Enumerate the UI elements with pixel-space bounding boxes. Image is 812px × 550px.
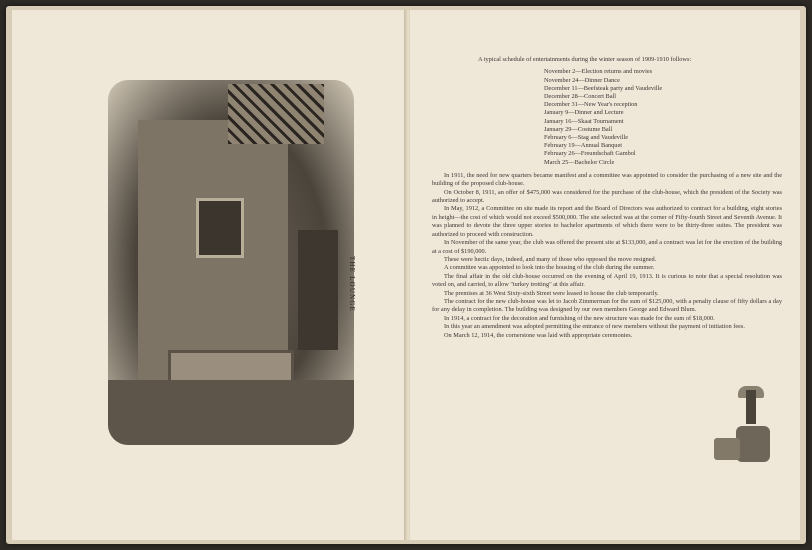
schedule-item: December 28—Concert Ball bbox=[544, 93, 617, 101]
schedule-item: January 9—Dinner and Lecture bbox=[544, 109, 624, 117]
page-text bbox=[432, 56, 782, 340]
schedule-item: January 29—Costume Ball bbox=[544, 125, 613, 133]
paragraph: The contract for the new club-house was let to Jacob Zimmerman for the sum of $125,000, with a penalty clause of fifty dollars a day for any delay in completion. The building was designed by our own members George and Edward Blum. bbox=[432, 297, 782, 314]
schedule-item: December 31—New Year's reception bbox=[544, 101, 638, 109]
schedule-item: November 2—Election returns and movies bbox=[544, 68, 653, 76]
paragraph: In 1914, a contract for the decoration and furnishing of the new structure was made for the sum of $18,000. bbox=[444, 314, 715, 322]
open-book bbox=[6, 6, 806, 544]
schedule-item: January 16—Skaat Tournament bbox=[544, 117, 624, 125]
paragraph: In November of the same year, the club was offered the present site at $133,000, and a contract was let for the erection of the building at a cost of $190,000. bbox=[432, 239, 782, 255]
schedule-item: February 19—Annual Banquet bbox=[544, 142, 622, 150]
right-page bbox=[410, 10, 800, 540]
schedule-item: February 6—Stag and Vaudeville bbox=[544, 134, 628, 142]
lounge-illustration bbox=[108, 80, 354, 445]
side-table bbox=[714, 438, 740, 460]
entertainment-schedule bbox=[544, 68, 782, 166]
illustration-mantel bbox=[298, 230, 338, 350]
schedule-item: November 24—Dinner Dance bbox=[544, 76, 620, 84]
schedule-item: February 26—Freundschaft Gambol bbox=[544, 150, 636, 158]
paragraph: A committee was appointed to look into the housing of the club during the summer. bbox=[444, 264, 655, 272]
illustration-lattice-window bbox=[228, 84, 324, 144]
armchair bbox=[736, 426, 770, 462]
schedule-intro: A typical schedule of entertainments during the winter season of 1909-1910 follows: bbox=[478, 56, 692, 63]
schedule-item: December 11—Beefsteak party and Vaudeville bbox=[544, 84, 663, 92]
schedule-item: March 25—Bachelor Circle bbox=[544, 158, 615, 166]
furniture-vignette bbox=[712, 386, 776, 466]
paragraph: The final affair in the old club-house occurred on the evening of April 19, 1913. It is curious to note that a special resolution was voted on, and carried, to allow "turkey trotting" at this affair. bbox=[432, 272, 782, 289]
paragraph: On October 8, 1911, an offer of $475,000 was considered for the purchase of the club-house, which the president of the Society was authorized to accept. bbox=[432, 188, 782, 205]
paragraph: The premises at 36 West Sixty-sixth Street were leased to house the club temporarily. bbox=[444, 289, 659, 297]
plate-caption: THE LOUNGE bbox=[348, 256, 356, 313]
paragraph: In May, 1912, a Committee on site made its report and the Board of Directors was authorized to contract for a building, eight stories in height—the cost of which would not exceed $500,000. The site selected was at the corner of Fifty-fourth Street and Seventh Avenue. It was planned to devote the three upper stories to bachelor apartments of which there were to be thirty-three suites. The president was authorized to proceed with construction. bbox=[432, 205, 782, 238]
illustration-picture-frame bbox=[196, 198, 244, 258]
paragraph: In this year an amendment was adopted permitting the entrance of new members without the payment of initiation fees. bbox=[444, 323, 745, 331]
lamp-stand bbox=[746, 390, 756, 424]
paragraph: These were hectic days, indeed, and many of those who opposed the move resigned. bbox=[444, 255, 657, 263]
paragraph: In 1911, the need for new quarters became manifest and a committee was appointed to consider the purchasing of a new site and the building of the proposed club-house. bbox=[432, 171, 782, 188]
illustration-floor bbox=[108, 380, 354, 445]
paragraph: On March 12, 1914, the cornerstone was laid with appropriate ceremonies. bbox=[444, 331, 633, 339]
